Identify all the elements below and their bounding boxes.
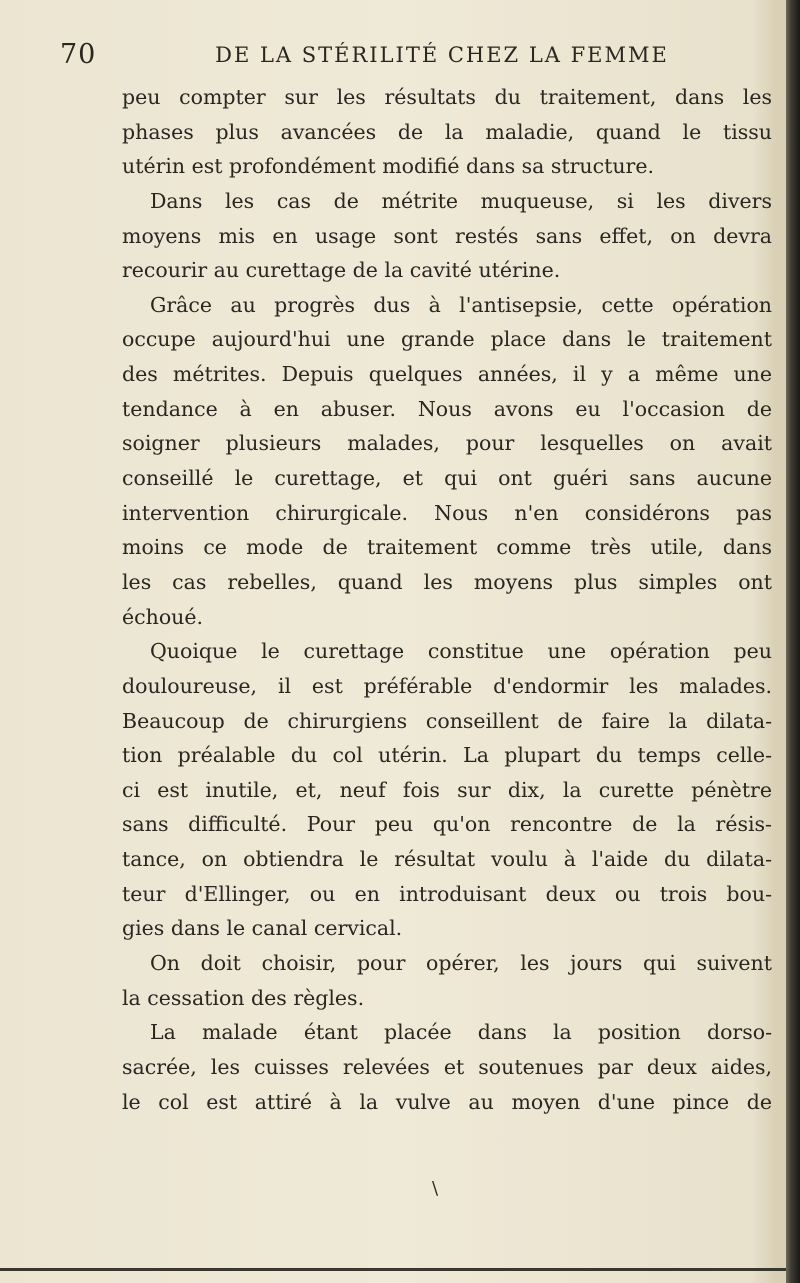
text-line: peu compter sur les résultats du traitement, dans les: [122, 85, 772, 109]
text-line: occupe aujourd'hui une grande place dans le traitement: [122, 327, 772, 352]
running-title: DE LA STÉRILITÉ CHEZ LA FEMME: [215, 43, 669, 67]
text-line: le col est attiré à la vulve au moyen d'une pince de: [122, 1089, 772, 1114]
text-line: utérin est profondément modifié dans sa structure.: [122, 154, 654, 179]
text-line: teur d'Ellinger, ou en introduisant deux ou trois bou-: [122, 881, 772, 906]
text-line: La malade étant placée dans la position dorso-: [150, 1020, 772, 1045]
text-line: Grâce au progrès dus à l'antisepsie, cette opération: [150, 292, 772, 317]
text-line: intervention chirurgicale. Nous n'en considérons pas: [122, 500, 772, 525]
text-line: tion préalable du col utérin. La plupart du temps celle-: [122, 743, 772, 768]
text-line: les cas rebelles, quand les moyens plus simples ont: [122, 569, 772, 594]
text-line: moyens mis en usage sont restés sans effet, on devra: [122, 223, 772, 248]
text-line: gies dans le canal cervical.: [122, 916, 403, 941]
book-spine-shadow: [786, 0, 800, 1283]
stray-print-mark: \: [432, 1178, 439, 1199]
page-bottom-edge: [0, 1268, 786, 1271]
body-text: [122, 80, 772, 1119]
text-line: Dans les cas de métrite muqueuse, si les divers: [150, 188, 772, 213]
text-line: tendance à en abuser. Nous avons eu l'occasion de: [122, 396, 772, 421]
page-number: 70: [60, 39, 97, 70]
text-line: Quoique le curettage constitue une opération peu: [150, 639, 772, 664]
text-line: recourir au curettage de la cavité utérine.: [122, 258, 561, 283]
text-line: sans difficulté. Pour peu qu'on rencontre de la résis-: [122, 812, 772, 837]
text-line: phases plus avancées de la maladie, quand le tissu: [122, 119, 772, 144]
running-head: [60, 35, 780, 75]
text-line: ci est inutile, et, neuf fois sur dix, la curette pénètre: [122, 777, 772, 802]
text-line: la cessation des règles.: [122, 985, 365, 1010]
text-line: On doit choisir, pour opérer, les jours qui suivent: [150, 951, 772, 976]
text-line: des métrites. Depuis quelques années, il y a même une: [122, 362, 772, 387]
text-line: sacrée, les cuisses relevées et soutenues par deux aides,: [122, 1054, 772, 1079]
text-line: échoué.: [122, 604, 204, 629]
text-line: douloureuse, il est préférable d'endormir les malades.: [122, 673, 772, 698]
text-line: Beaucoup de chirurgiens conseillent de faire la dilata-: [122, 708, 772, 733]
text-line: conseillé le curettage, et qui ont guéri sans aucune: [122, 466, 772, 491]
text-line: tance, on obtiendra le résultat voulu à l'aide du dilata-: [122, 847, 772, 872]
text-line: soigner plusieurs malades, pour lesquelles on avait: [122, 431, 772, 456]
text-line: moins ce mode de traitement comme très utile, dans: [122, 535, 772, 560]
